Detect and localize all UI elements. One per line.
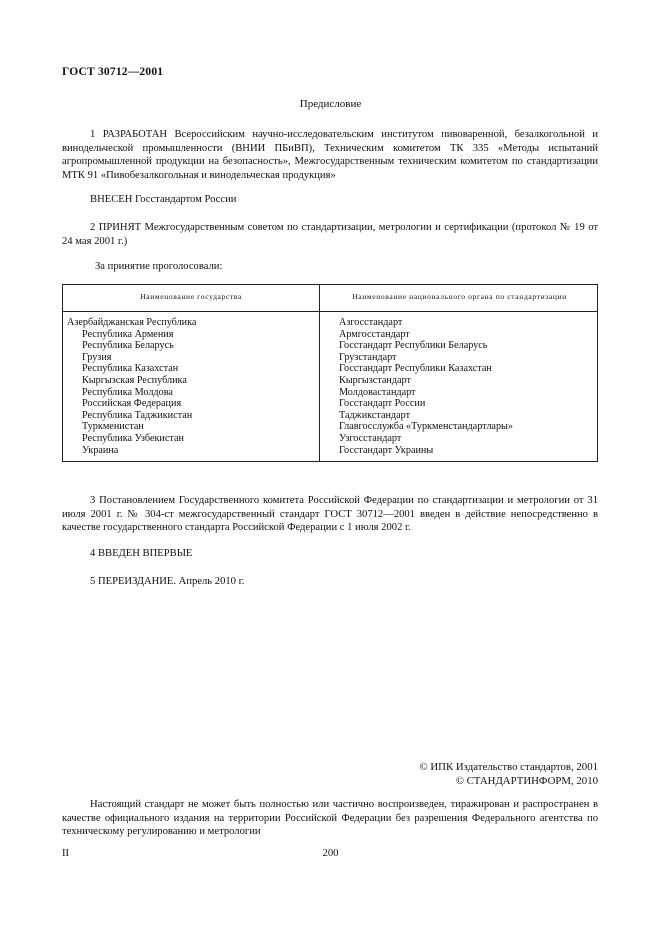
table-cell-body: Таджикстандарт: [339, 409, 411, 421]
page-number: 200: [322, 848, 339, 859]
body-column: [339, 317, 597, 456]
paragraph-first-time: 4 ВВЕДЕН ВПЕРВЫЕ: [90, 548, 193, 559]
page-roman-numeral: II: [62, 848, 70, 859]
table-cell-body: Узгосстандарт: [339, 432, 402, 444]
table-cell-body: Госстандарт Республики Казахстан: [339, 363, 492, 375]
standard-code: ГОСТ 30712—2001: [62, 66, 164, 78]
paragraph-reissue: 5 ПЕРЕИЗДАНИЕ. Апрель 2010 г.: [90, 576, 245, 587]
table-cell-state: Азербайджанская Республика: [67, 317, 197, 328]
copyright-line: © ИПК Издательство стандартов, 2001: [419, 761, 598, 773]
voting-table: [62, 284, 598, 462]
table-cell-state: Грузия: [82, 351, 112, 363]
paragraph-introduced: ВНЕСЕН Госстандартом России: [90, 194, 237, 205]
table-cell-state: Кыргызская Республика: [82, 374, 187, 386]
table-divider: [319, 285, 320, 461]
paragraph-decree: 3 Постановлением Государственного комитета Российской Федерации по стандартизации и метрологии от 31 июля 2001 г. № 304-ст межгосударственный стандарт ГОСТ 30712—2001 введен в действие непосредственно в качестве государственного стандарта Российской Федерации с 1 июля 2002 г.: [62, 495, 598, 534]
table-cell-state: Республика Молдова: [82, 386, 173, 398]
table-cell-body: Молдовастандарт: [339, 386, 416, 398]
paragraph-adopted: 2 ПРИНЯТ Межгосударственным советом по стандартизации, метрологии и сертификации (протокол № 19 от 24 мая 2001 г.): [62, 222, 598, 247]
paragraph-developed: 1 РАЗРАБОТАН Всероссийским научно-исследовательским институтом пивоваренной, безалкогольной и винодельческой промышленности (ВНИИ ПБиВП), Техническим комитетом ТК 335 «Методы испытаний агропромышленной продукции на безопасность», Межгосударственным техническим комитетом по стандартизации МТК 91 «Пивобезалкогольная и винодельческая продукция»: [62, 129, 598, 181]
reproduction-notice: Настоящий стандарт не может быть полностью или частично воспроизведен, тиражирован и распространен в качестве официального издания на территории Российской Федерации без разрешения Федерального агентства по техническому регулированию и метрологии: [62, 799, 598, 838]
table-cell-body: Госстандарт России: [339, 398, 426, 410]
table-cell-state: Украина: [82, 444, 119, 456]
table-cell-body: Кыргызстандарт: [339, 374, 411, 386]
table-cell-state: Российская Федерация: [82, 398, 182, 410]
column-header-body: Наименование национального органа по стандартизации: [352, 292, 567, 301]
table-cell-body: Грузстандарт: [339, 351, 397, 363]
table-cell-body: Азгосстандарт: [339, 317, 403, 328]
copyright-line: © СТАНДАРТИНФОРМ, 2010: [455, 775, 598, 787]
table-cell-state: Республика Казахстан: [82, 363, 179, 375]
table-cell-body: Госстандарт Республики Беларусь: [339, 340, 488, 352]
voted-label: За принятие проголосовали:: [95, 261, 223, 272]
table-cell-body: Армгосстандарт: [339, 328, 410, 340]
table-cell-body: Госстандарт Украины: [339, 444, 434, 456]
state-column: [67, 317, 317, 456]
table-cell-state: Республика Армения: [82, 328, 174, 340]
column-header-state: Наименование государства: [140, 292, 242, 301]
table-cell-state: Республика Беларусь: [82, 340, 174, 352]
page-title: Предисловие: [299, 98, 362, 110]
table-cell-state: Республика Узбекистан: [82, 432, 184, 444]
table-cell-state: Республика Таджикистан: [82, 409, 193, 421]
copyright-block: [419, 760, 598, 788]
table-cell-body: Главгосслужба «Туркменстандартлары»: [339, 421, 513, 433]
table-cell-state: Туркменистан: [82, 421, 144, 433]
